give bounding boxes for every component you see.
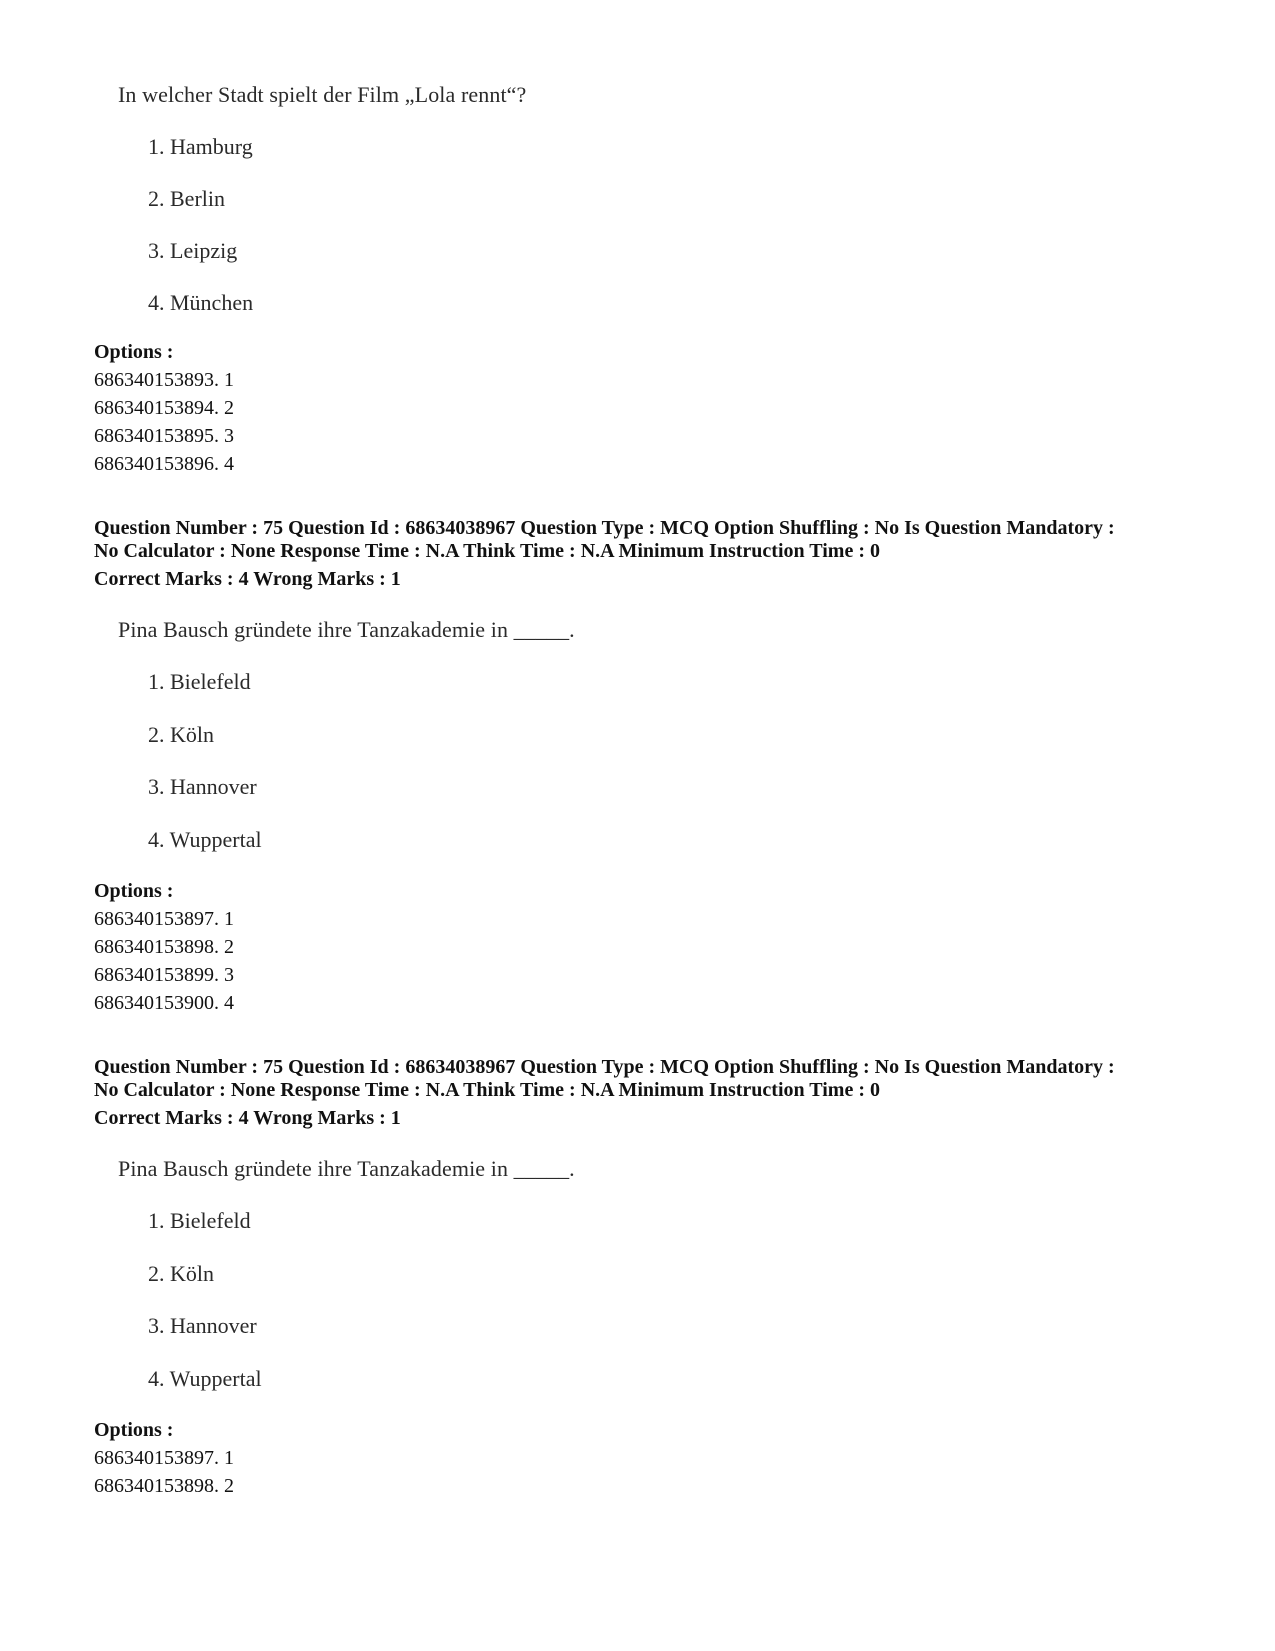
answer-choice: 4. Wuppertal	[148, 1366, 262, 1391]
answer-choice: 2. Köln	[148, 1261, 214, 1286]
answer-choice: 3. Hannover	[148, 774, 257, 799]
option-id: 686340153898. 2	[94, 936, 234, 958]
option-id: 686340153896. 4	[94, 453, 234, 475]
option-id: 686340153895. 3	[94, 425, 234, 447]
options-label: Options :	[94, 341, 174, 363]
option-id: 686340153894. 2	[94, 397, 234, 419]
option-id: 686340153899. 3	[94, 964, 234, 986]
answer-choice: 1. Bielefeld	[148, 669, 251, 694]
option-id: 686340153897. 1	[94, 908, 234, 930]
answer-choice: 3. Leipzig	[148, 238, 238, 263]
answer-choice: 4. Wuppertal	[148, 827, 262, 852]
option-id: 686340153898. 2	[94, 1475, 234, 1497]
option-id: 686340153893. 1	[94, 369, 234, 391]
option-id: 686340153900. 4	[94, 992, 234, 1014]
question-marks: Correct Marks : 4 Wrong Marks : 1	[94, 568, 401, 590]
options-label: Options :	[94, 880, 174, 902]
answer-choice: 2. Berlin	[148, 186, 225, 211]
question-header-line-1: Question Number : 75 Question Id : 68634038967 Question Type : MCQ Option Shuffling : No Is Question Mandatory :	[94, 1056, 1115, 1078]
answer-choice: 4. München	[148, 290, 254, 315]
question-stem: Pina Bausch gründete ihre Tanzakademie in _____.	[118, 1156, 575, 1181]
question-stem: Pina Bausch gründete ihre Tanzakademie in _____.	[118, 617, 575, 642]
options-label: Options :	[94, 1419, 174, 1441]
question-stem: In welcher Stadt spielt der Film „Lola rennt“?	[118, 82, 527, 107]
answer-choice: 3. Hannover	[148, 1313, 257, 1338]
option-id: 686340153897. 1	[94, 1447, 234, 1469]
answer-choice: 1. Hamburg	[148, 134, 253, 159]
question-marks: Correct Marks : 4 Wrong Marks : 1	[94, 1107, 401, 1129]
question-header-line-1: Question Number : 75 Question Id : 68634038967 Question Type : MCQ Option Shuffling : No Is Question Mandatory :	[94, 517, 1115, 539]
answer-choice: 2. Köln	[148, 722, 214, 747]
question-header-line-2: No Calculator : None Response Time : N.A Think Time : N.A Minimum Instruction Time : 0	[94, 540, 880, 562]
question-header-line-2: No Calculator : None Response Time : N.A Think Time : N.A Minimum Instruction Time : 0	[94, 1079, 880, 1101]
answer-choice: 1. Bielefeld	[148, 1208, 251, 1233]
